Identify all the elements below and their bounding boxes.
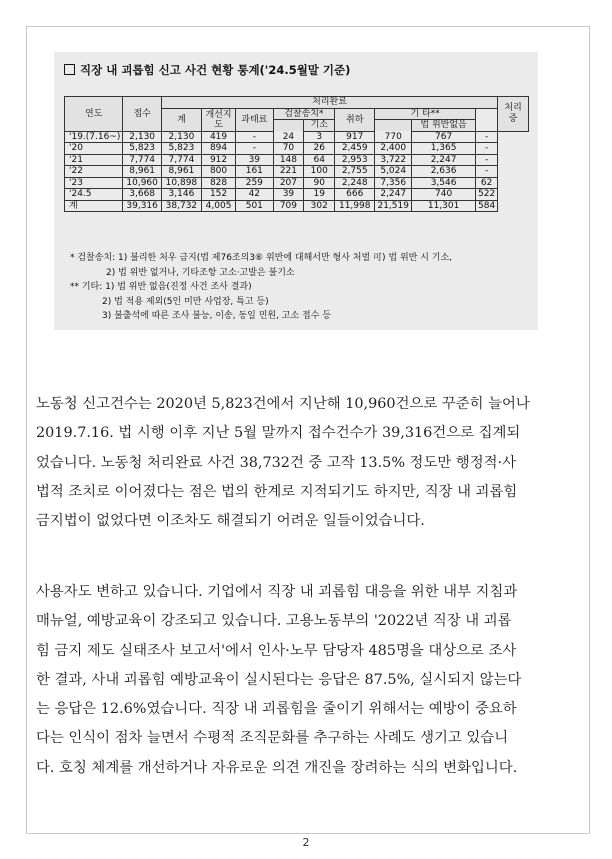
table-cell: 70	[273, 143, 304, 155]
table-row	[65, 143, 529, 155]
table-cell: 39	[273, 189, 304, 201]
header-other: 기 타**	[375, 108, 476, 120]
table-cell: 917	[335, 131, 375, 143]
table-cell: 2,247	[412, 154, 476, 166]
table-cell: -	[236, 143, 273, 155]
table-cell: 740	[412, 189, 476, 201]
table-cell: 709	[273, 200, 304, 212]
header-other-total	[375, 120, 412, 132]
table-cell: 21,519	[375, 200, 412, 212]
table-cell: 64	[304, 154, 335, 166]
table-cell: 5,024	[375, 166, 412, 178]
table-cell: '24.5	[65, 189, 123, 201]
header-received: 접수	[123, 97, 161, 132]
note-line: 2) 법 적용 제외(5인 미만 사업장, 특고 등)	[102, 296, 269, 307]
table-cell: -	[476, 131, 498, 143]
table-cell: 10,960	[123, 177, 161, 189]
table-cell: 8,961	[123, 166, 161, 178]
paragraph-line: 었습니다. 노동청 처리완료 사건 38,732건 중 고작 13.5% 정도만 행정적·사	[36, 454, 517, 471]
header-total: 계	[161, 108, 201, 131]
paragraph-line: 법적 조치로 이어졌다는 점은 법의 한계로 지적되기도 하지만, 직장 내 괴롭힘	[36, 483, 518, 500]
table-cell: 2,459	[335, 143, 375, 155]
header-refer-total	[273, 120, 304, 132]
table-cell: 39,316	[123, 200, 161, 212]
table-cell: 3,146	[161, 189, 201, 201]
table-cell: 221	[273, 166, 304, 178]
header-fine: 과태료	[236, 108, 273, 131]
table-cell: 3,668	[123, 189, 161, 201]
table-cell: 2,130	[123, 131, 161, 143]
table-row	[65, 154, 529, 166]
table-cell: '19.(7.16~)	[65, 131, 123, 143]
table-cell: 3,546	[412, 177, 476, 189]
table-cell: 19	[304, 189, 335, 201]
page-number: 2	[302, 836, 310, 849]
table-header-row	[65, 97, 529, 109]
table-cell: 2,636	[412, 166, 476, 178]
table-cell: 207	[273, 177, 304, 189]
table-cell: -	[476, 166, 498, 178]
header-improve: 개선지도	[201, 108, 235, 131]
table-row	[65, 166, 529, 178]
table-cell: 7,774	[123, 154, 161, 166]
table-cell: 7,774	[161, 154, 201, 166]
note-line: * 검찰송치: 1) 불리한 처우 금지(법 제76조의3⑥ 위반에 대해서만 형사 처벌 可) 법 위반 시 기소,	[70, 253, 453, 263]
table-cell: 302	[304, 200, 335, 212]
table-cell: 2,400	[375, 143, 412, 155]
paragraph-line: 힘 금지 제도 실태조사 보고서'에서 인사·노무 담당자 485명을 대상으로 조사	[36, 642, 517, 659]
note-line: ** 기타: 1) 법 위반 없음(진정 사건 조사 결과)	[70, 282, 252, 292]
checkbox-square-icon	[64, 64, 75, 75]
table-cell: 1,365	[412, 143, 476, 155]
table-cell: 5,823	[123, 143, 161, 155]
paragraph-line: 는 응답은 12.6%였습니다. 직장 내 괴롭힘을 줄이기 위해서는 예방이 중요하	[36, 701, 517, 718]
figure-notes	[70, 251, 452, 324]
header-withdraw: 취하	[335, 108, 375, 131]
header-no-violation: 법 위반없음	[412, 120, 476, 132]
table-cell: '22	[65, 166, 123, 178]
paragraph-line: 한 결과, 사내 괴롭힘 예방교육이 실시된다는 응답은 87.5%, 실시되지 않는다	[36, 671, 522, 688]
table-cell: 584	[476, 200, 498, 212]
table-cell: 62	[476, 177, 498, 189]
header-indict: 기소	[304, 120, 335, 132]
table-cell: 800	[201, 166, 235, 178]
table-cell: '21	[65, 154, 123, 166]
table-cell: -	[476, 154, 498, 166]
table-cell: 828	[201, 177, 235, 189]
table-cell: 38,732	[161, 200, 201, 212]
table-cell: -	[236, 131, 273, 143]
table-cell: 10,898	[161, 177, 201, 189]
table-cell: 42	[236, 189, 273, 201]
paragraph-line: 다. 호칭 체계를 개선하거나 자유로운 의견 개진을 장려하는 식의 변화입니다.	[36, 759, 518, 776]
paragraph-1	[36, 390, 582, 536]
table-cell: 161	[236, 166, 273, 178]
figure-title: 직장 내 괴롭힘 신고 사건 현황 통계('24.5월말 기준)	[64, 62, 350, 78]
table-cell: 666	[335, 189, 375, 201]
paragraph-2	[36, 578, 582, 783]
paragraph-line: 매뉴얼, 예방교육이 강조되고 있습니다. 고용노동부의 '2022년 직장 내 괴롭	[36, 613, 512, 630]
table-cell: 2,130	[161, 131, 201, 143]
note-line: 2) 법 위반 없거나, 기타조항 고소·고발은 불기소	[106, 267, 295, 278]
statistics-table	[64, 96, 529, 212]
table-cell: 152	[201, 189, 235, 201]
header-processed: 처리완료	[161, 97, 497, 109]
header-in-progress: 처리중	[498, 97, 529, 132]
table-cell: '23	[65, 177, 123, 189]
table-cell: 912	[201, 154, 235, 166]
table-cell: 90	[304, 177, 335, 189]
table-cell: 259	[236, 177, 273, 189]
table-cell: 4,005	[201, 200, 235, 212]
table-cell: 2,953	[335, 154, 375, 166]
table-cell: 501	[236, 200, 273, 212]
statistics-figure	[54, 52, 538, 330]
header-year: 연도	[65, 97, 123, 132]
table-cell: 7,356	[375, 177, 412, 189]
note-line: 3) 불출석에 따른 조사 불능, 이송, 동일 민원, 고소 접수 등	[102, 311, 332, 321]
table-cell: 11,301	[412, 200, 476, 212]
table-cell: 2,755	[335, 166, 375, 178]
table-cell: 2,248	[335, 177, 375, 189]
table-cell: 148	[273, 154, 304, 166]
table-cell: -	[476, 143, 498, 155]
table-total-row	[65, 200, 529, 212]
table-row	[65, 131, 529, 143]
table-cell: 26	[304, 143, 335, 155]
table-cell: 100	[304, 166, 335, 178]
table-cell: 522	[476, 189, 498, 201]
paragraph-line: 2019.7.16. 법 시행 이후 지난 5월 말까지 접수건수가 39,316건으로 집계되	[36, 425, 521, 442]
header-refer: 검찰송치*	[273, 108, 335, 120]
table-cell: 24	[273, 131, 304, 143]
table-cell: 11,998	[335, 200, 375, 212]
table-cell: 767	[412, 131, 476, 143]
paragraph-line: 금지법이 없었다면 이조차도 해결되기 어려운 일들이었습니다.	[36, 513, 425, 530]
table-cell: 8,961	[161, 166, 201, 178]
table-cell: 3,722	[375, 154, 412, 166]
table-cell: 5,823	[161, 143, 201, 155]
table-row	[65, 177, 529, 189]
paragraph-line: 노동청 신고건수는 2020년 5,823건에서 지난해 10,960건으로 꾸준히 늘어나	[36, 396, 530, 412]
table-row	[65, 189, 529, 201]
paragraph-line: 사용자도 변하고 있습니다. 기업에서 직장 내 괴롭힘 대응을 위한 내부 지침과	[36, 584, 518, 600]
table-cell: 계	[65, 200, 123, 212]
paragraph-line: 다는 인식이 점차 늘면서 수평적 조직문화를 추구하는 사례도 생기고 있습니	[36, 730, 509, 747]
table-cell: 2,247	[375, 189, 412, 201]
table-body	[65, 131, 529, 212]
table-cell: 419	[201, 131, 235, 143]
table-cell: 3	[304, 131, 335, 143]
table-cell: '20	[65, 143, 123, 155]
table-cell: 770	[375, 131, 412, 143]
table-cell: 894	[201, 143, 235, 155]
table-cell: 39	[236, 154, 273, 166]
